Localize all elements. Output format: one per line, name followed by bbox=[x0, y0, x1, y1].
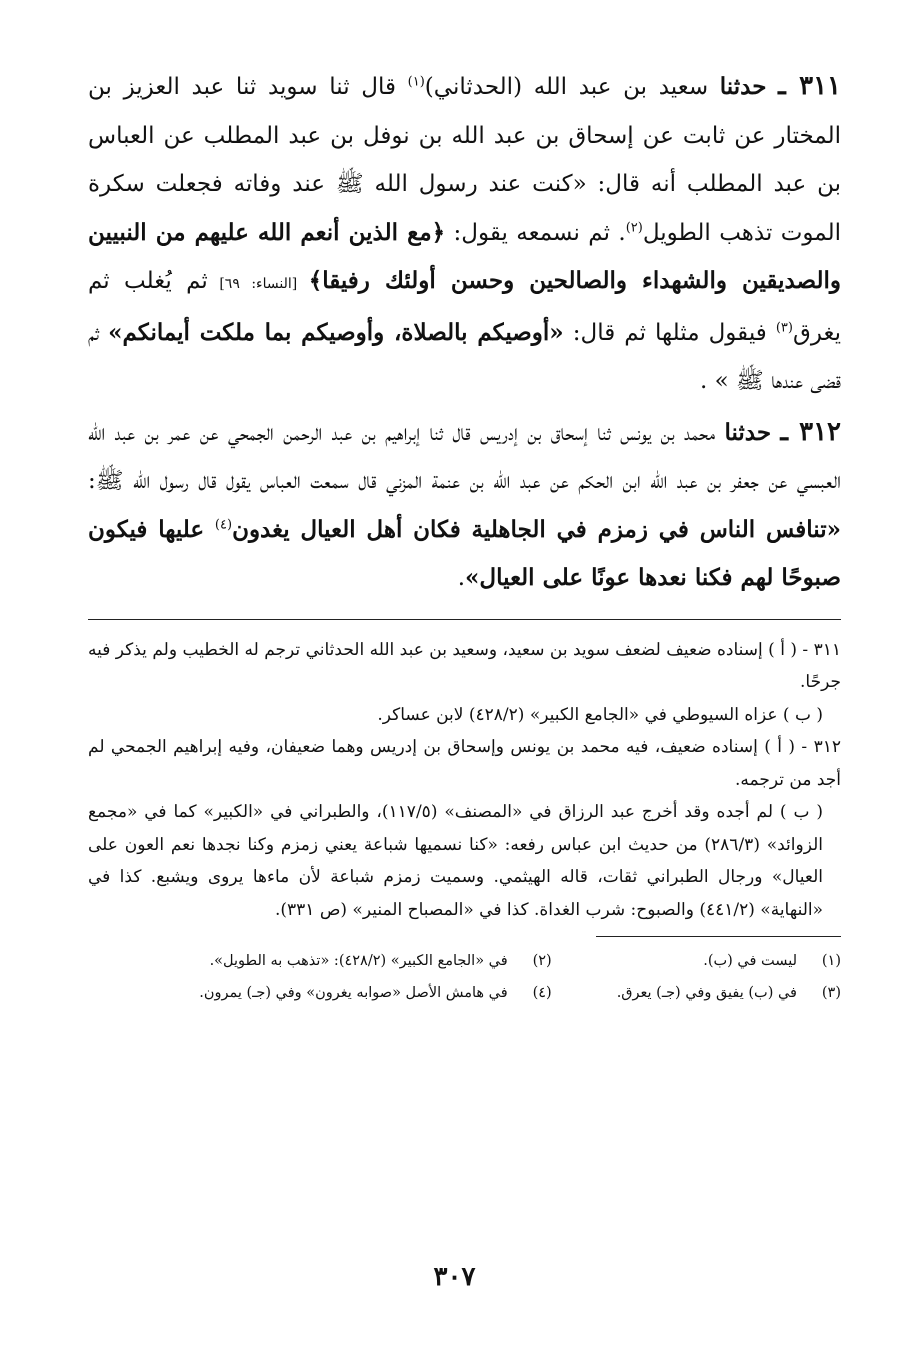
footnote-number: (٢) bbox=[532, 953, 552, 969]
hadith-matn: «أوصيكم بالصلاة، وأوصيكم بما ملكت أيمانكم» bbox=[108, 318, 564, 346]
quran-verse: ﴿مع الذين أنعم الله عليهم من النبيين والصديقين والشهداء والصالحين وحسن أولئك رفيقا﴾ bbox=[88, 218, 841, 294]
quran-reference: [النساء: ٦٩] bbox=[207, 276, 309, 292]
footnote-number: (٤) bbox=[532, 985, 552, 1001]
hadith-text: ثم يُغلب ثم يغرق bbox=[88, 268, 842, 346]
footnote-row bbox=[88, 977, 841, 1009]
footnote-text: ليست في (ب). bbox=[703, 953, 797, 969]
note-312-b: ( ب ) لم أجده وقد أخرج عبد الرزاق في «المصنف» (١١٧/٥)، والطبراني في «الكبير» كما في «مجمع الزوائد» (٢٨٦/٣) من حديث ابن عباس رفعه: «كنا نسميها شباعة يعني زمزم وكنا نجدها نعم العون على العيال» ورجال الطبراني ثقات، قاله الهيثمي. وسميت زمزم شباعة لأن ماءها يروى ويشبع. كذا في «النهاية» (٤٤١/٢) والصبوح: شرب الغداة. كذا في «المصباح المنير» (ص ٣٣١). bbox=[88, 802, 823, 920]
hadith-311 bbox=[88, 62, 841, 406]
footnote-marker[interactable]: (٤) bbox=[214, 516, 233, 532]
hadith-matn: «تنافس الناس في زمزم في الجاهلية فكان أهل العيال يغدون bbox=[232, 515, 841, 543]
hadith-text: . ثم نسمعه يقول: bbox=[445, 219, 626, 246]
notes-divider bbox=[88, 619, 841, 620]
footnote-marker[interactable]: (١) bbox=[407, 74, 425, 90]
footnote-marker[interactable]: (٢) bbox=[625, 219, 643, 235]
hadith-lead: حدثنا bbox=[719, 73, 767, 100]
footnotes-divider bbox=[596, 936, 841, 937]
page-number: ٣٠٧ bbox=[433, 1262, 476, 1292]
footnotes bbox=[88, 945, 841, 1009]
hadith-lead: حدثنا bbox=[724, 418, 772, 446]
hadith-isnad: محمد بن يونس ثنا إسحاق بن إدريس قال ثنا إبراهيم بن عبد الرحمن الجمحي عن عمر بن عبد الله العبسي عن جعفر بن عبد الله ابن الحكم عن عبد الله بن عنمة المزني قال سمعت العباس يقول قال رسول الله ﷺ: bbox=[88, 419, 841, 494]
hadith-text: فيقول مثلها ثم قال: bbox=[563, 319, 776, 346]
hadith-isnad: سعيد بن عبد الله (الحدثاني) bbox=[424, 74, 720, 100]
hadith-number: ٣١١ ـ bbox=[778, 71, 842, 101]
footnote-number: (٣) bbox=[821, 985, 841, 1001]
note-311-a: ٣١١ - ( أ ) إسناده ضعيف لضعف سويد بن سعيد، وسعيد بن عبد الله الحدثاني ترجم له الخطيب ولم يذكر فيه جرحًا. bbox=[88, 639, 841, 692]
hadith-end: . bbox=[457, 565, 466, 591]
commentary-notes bbox=[88, 634, 841, 927]
footnote-marker[interactable]: (٣) bbox=[775, 319, 793, 335]
footnote-text: في (ب) يفيق وفي (جـ) يعرق. bbox=[616, 985, 797, 1001]
page-body bbox=[88, 62, 841, 1009]
hadith-matn: عليها فيكون صبوحًا لهم فكنا نعدها عونًا على العيال» bbox=[88, 515, 841, 591]
hadith-isnad-cont: قال ثنا سويد ثنا عبد العزيز بن المختار عن ثابت عن إسحاق بن عبد الله بن نوفل بن عبد المطلب عن العباس بن عبد المطلب أنه قال: «كنت عند رسول الله ﷺ عند وفاته فجعلت سكرة الموت تذهب الطويل bbox=[88, 74, 841, 246]
note-312-a: ٣١٢ - ( أ ) إسناده ضعيف، فيه محمد بن يونس وإسحاق بن إدريس وهما ضعيفان، وفيه إبراهيم الجمحي لم أجد من ترجمه. bbox=[88, 737, 841, 790]
footnote-text: في هامش الأصل «صوابه يغرون» وفي (جـ) يمرون. bbox=[199, 985, 508, 1001]
footnote-row bbox=[88, 945, 841, 977]
hadith-text: ثم قضى عندها ﷺ » . bbox=[88, 319, 841, 394]
footnote-text: في «الجامع الكبير» (٤٢٨/٢): «تذهب به الطويل». bbox=[209, 953, 508, 969]
hadith-number: ٣١٢ ـ bbox=[780, 416, 842, 447]
hadith-312 bbox=[88, 408, 841, 603]
footnote-number: (١) bbox=[821, 953, 841, 969]
main-text bbox=[88, 62, 841, 603]
note-311-b: ( ب ) عزاه السيوطي في «الجامع الكبير» (٤٢٨/٢) لابن عساكر. bbox=[377, 704, 823, 725]
